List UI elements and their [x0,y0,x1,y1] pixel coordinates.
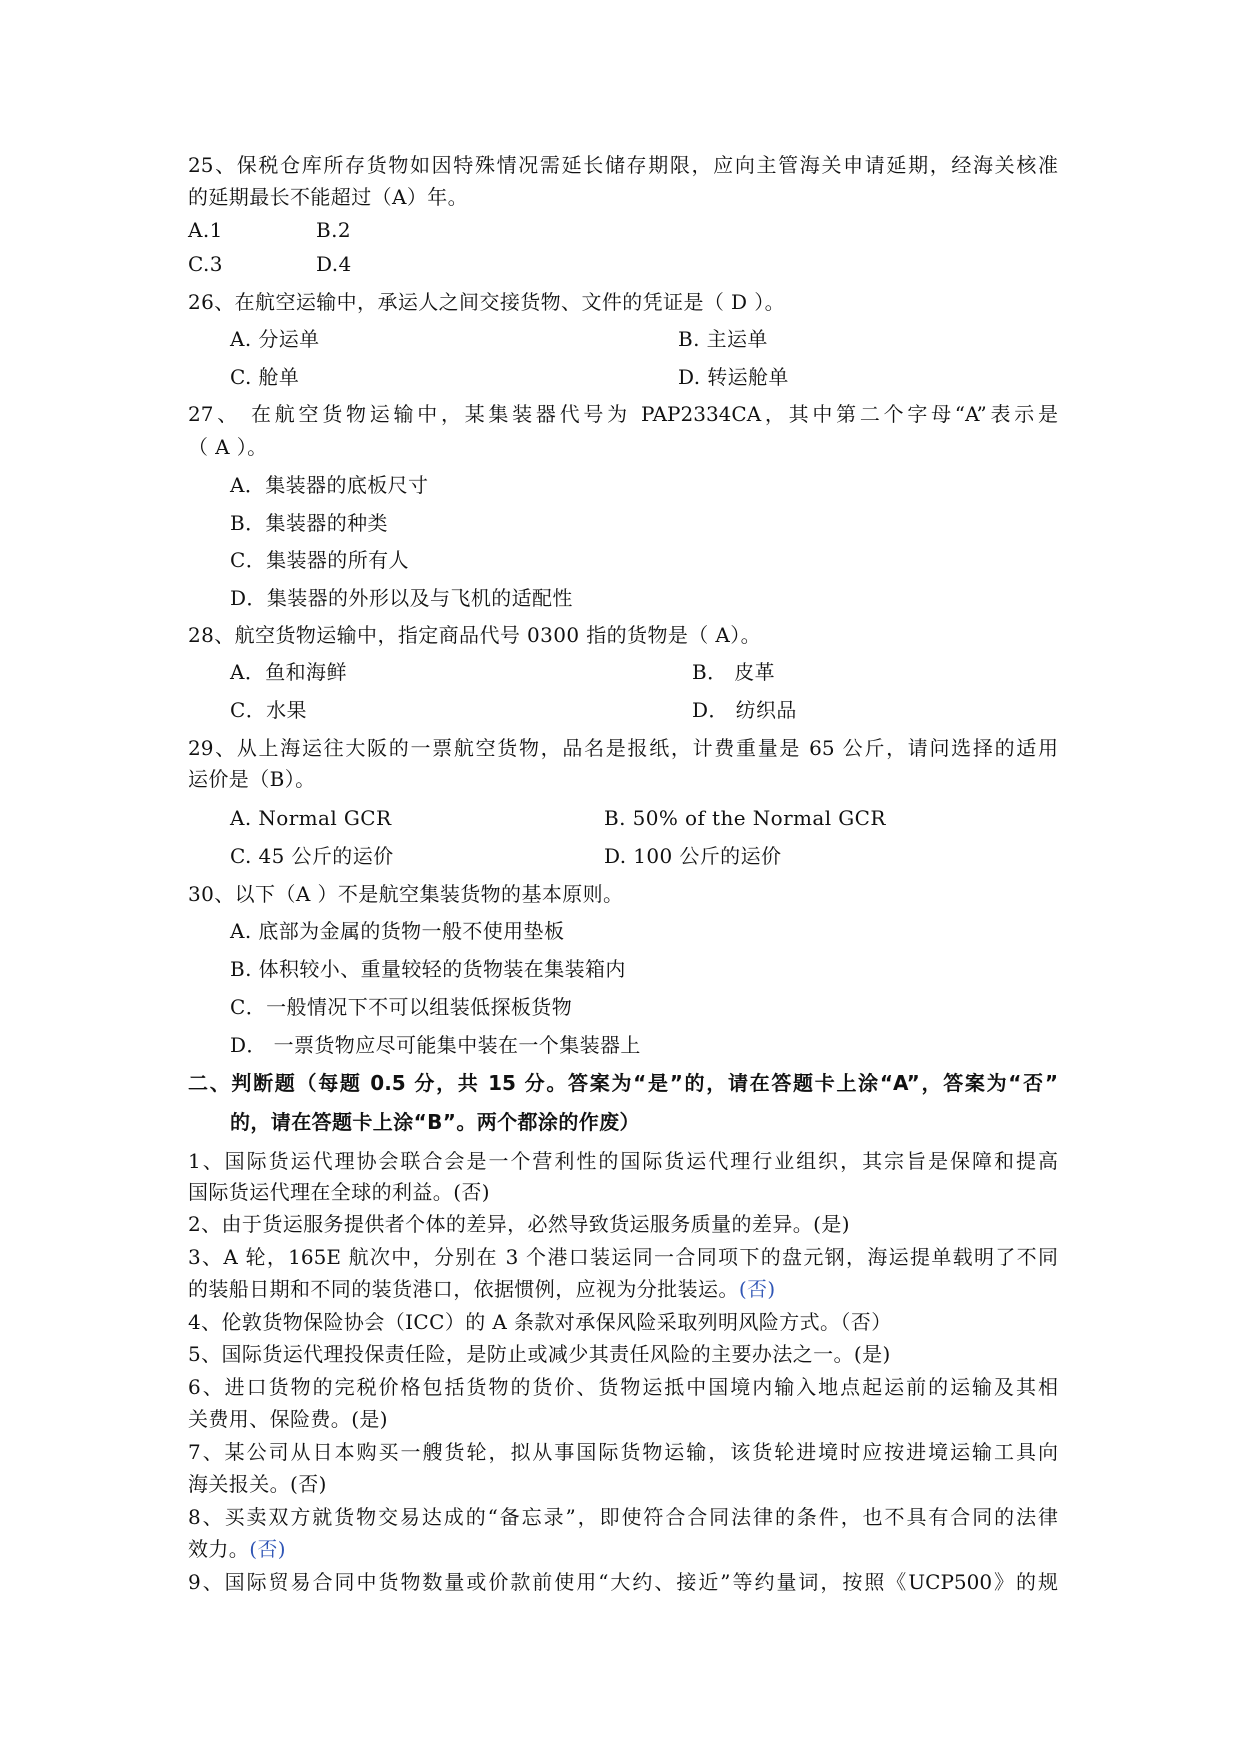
q27-option-a: A．集装器的底板尺寸 [230,473,429,497]
q25-option-b: B.2 [316,218,351,242]
q27-option-c: C．集装器的所有人 [230,548,409,572]
tf-item-3-answer: (否) [738,1277,776,1301]
q26-stem: 26、在航空运输中，承运人之间交接货物、文件的凭证是（ D ）。 [188,290,785,314]
tf-item-8-answer: (否) [249,1537,287,1561]
q26-option-a: A. 分运单 [230,327,320,351]
tf-item-8-line2 [188,1535,286,1563]
q26-option-c: C. 舱单 [230,365,300,389]
q29-option-c: C. 45 公斤的运价 [230,844,394,868]
tf-item-3-text: 的装船日期和不同的装货港口，依据惯例，应视为分批装运。 [188,1277,739,1301]
q30-option-b: B. 体积较小、重量较轻的货物装在集装箱内 [230,957,626,981]
q29-option-b: B. 50% of the Normal GCR [604,806,886,830]
tf-item-1-line2: 国际货运代理在全球的利益。(否) [188,1180,491,1204]
q28-option-b: B． 皮革 [692,660,776,684]
q28-option-a: A．鱼和海鲜 [230,660,347,684]
tf-item-3-line2 [188,1275,776,1303]
q28-option-d: D． 纺织品 [692,698,797,722]
q30-stem: 30、以下（A ）不是航空集装货物的基本原则。 [188,882,624,906]
q29-stem-line2: 运价是（B）。 [188,767,316,791]
tf-item-9-line1: 9、国际贸易合同中货物数量或价款前使用“大约、接近”等约量词，按照《UCP500》的规 [188,1570,1058,1594]
tf-item-1-line1: 1、国际货运代理协会联合会是一个营利性的国际货运代理行业组织，其宗旨是保障和提高 [188,1149,1058,1173]
section2-heading-line1: 二、判断题（每题 0.5 分，共 15 分。答案为“是”的，请在答题卡上涂“A”，答案为“否” [188,1071,1058,1095]
section2-heading-line2: 的，请在答题卡上涂“B”。两个都涂的作废） [230,1110,640,1134]
tf-item-4: 4、伦敦货物保险协会（ICC）的 A 条款对承保风险采取列明风险方式。（否） [188,1310,892,1334]
q29-stem-line1: 29、从上海运往大阪的一票航空货物，品名是报纸，计费重量是 65 公斤，请问选择的适用 [188,736,1058,760]
q30-option-d: D． 一票货物应尽可能集中装在一个集装器上 [230,1033,641,1057]
q26-option-b: B. 主运单 [678,327,768,351]
q25-option-c: C.3 [188,252,223,276]
tf-item-8-text: 效力。 [188,1537,250,1561]
tf-item-6-line1: 6、进口货物的完税价格包括货物的货价、货物运抵中国境内输入地点起运前的运输及其相 [188,1375,1058,1399]
q25-stem-line1: 25、保税仓库所存货物如因特殊情况需延长储存期限，应向主管海关申请延期，经海关核准 [188,153,1058,177]
q25-stem-line2: 的延期最长不能超过（A）年。 [188,185,469,209]
tf-item-8-line1: 8、买卖双方就货物交易达成的“备忘录”，即使符合合同法律的条件，也不具有合同的法律 [188,1505,1058,1529]
q27-stem-line2: （ A ）。 [188,435,268,459]
q30-option-c: C．一般情况下不可以组装低探板货物 [230,995,573,1019]
q25-option-d: D.4 [316,252,352,276]
q27-option-b: B．集装器的种类 [230,511,388,535]
q27-stem-line1: 27、 在航空货物运输中，某集装器代号为 PAP2334CA，其中第二个字母“A”表示是 [188,402,1058,426]
tf-item-2: 2、由于货运服务提供者个体的差异，必然导致货运服务质量的差异。(是) [188,1212,850,1236]
tf-item-7-line2: 海关报关。(否) [188,1472,327,1496]
q28-stem: 28、航空货物运输中，指定商品代号 0300 指的货物是（ A）。 [188,623,762,647]
tf-item-3-line1: 3、A 轮，165E 航次中，分别在 3 个港口装运同一合同项下的盘元钢，海运提单载明了不同 [188,1245,1058,1269]
q28-option-c: C．水果 [230,698,307,722]
tf-item-7-line1: 7、某公司从日本购买一艘货轮，拟从事国际货物运输，该货轮进境时应按进境运输工具向 [188,1440,1058,1464]
q27-option-d: D．集装器的外形以及与飞机的适配性 [230,586,573,610]
q25-option-a: A.1 [188,218,223,242]
tf-item-6-line2: 关费用、保险费。(是) [188,1407,389,1431]
q29-option-d: D. 100 公斤的运价 [604,844,782,868]
tf-item-5: 5、国际货运代理投保责任险，是防止或减少其责任风险的主要办法之一。(是) [188,1342,891,1366]
q30-option-a: A. 底部为金属的货物一般不使用垫板 [230,919,565,943]
q29-option-a: A. Normal GCR [230,806,392,830]
q26-option-d: D. 转运舱单 [678,365,789,389]
